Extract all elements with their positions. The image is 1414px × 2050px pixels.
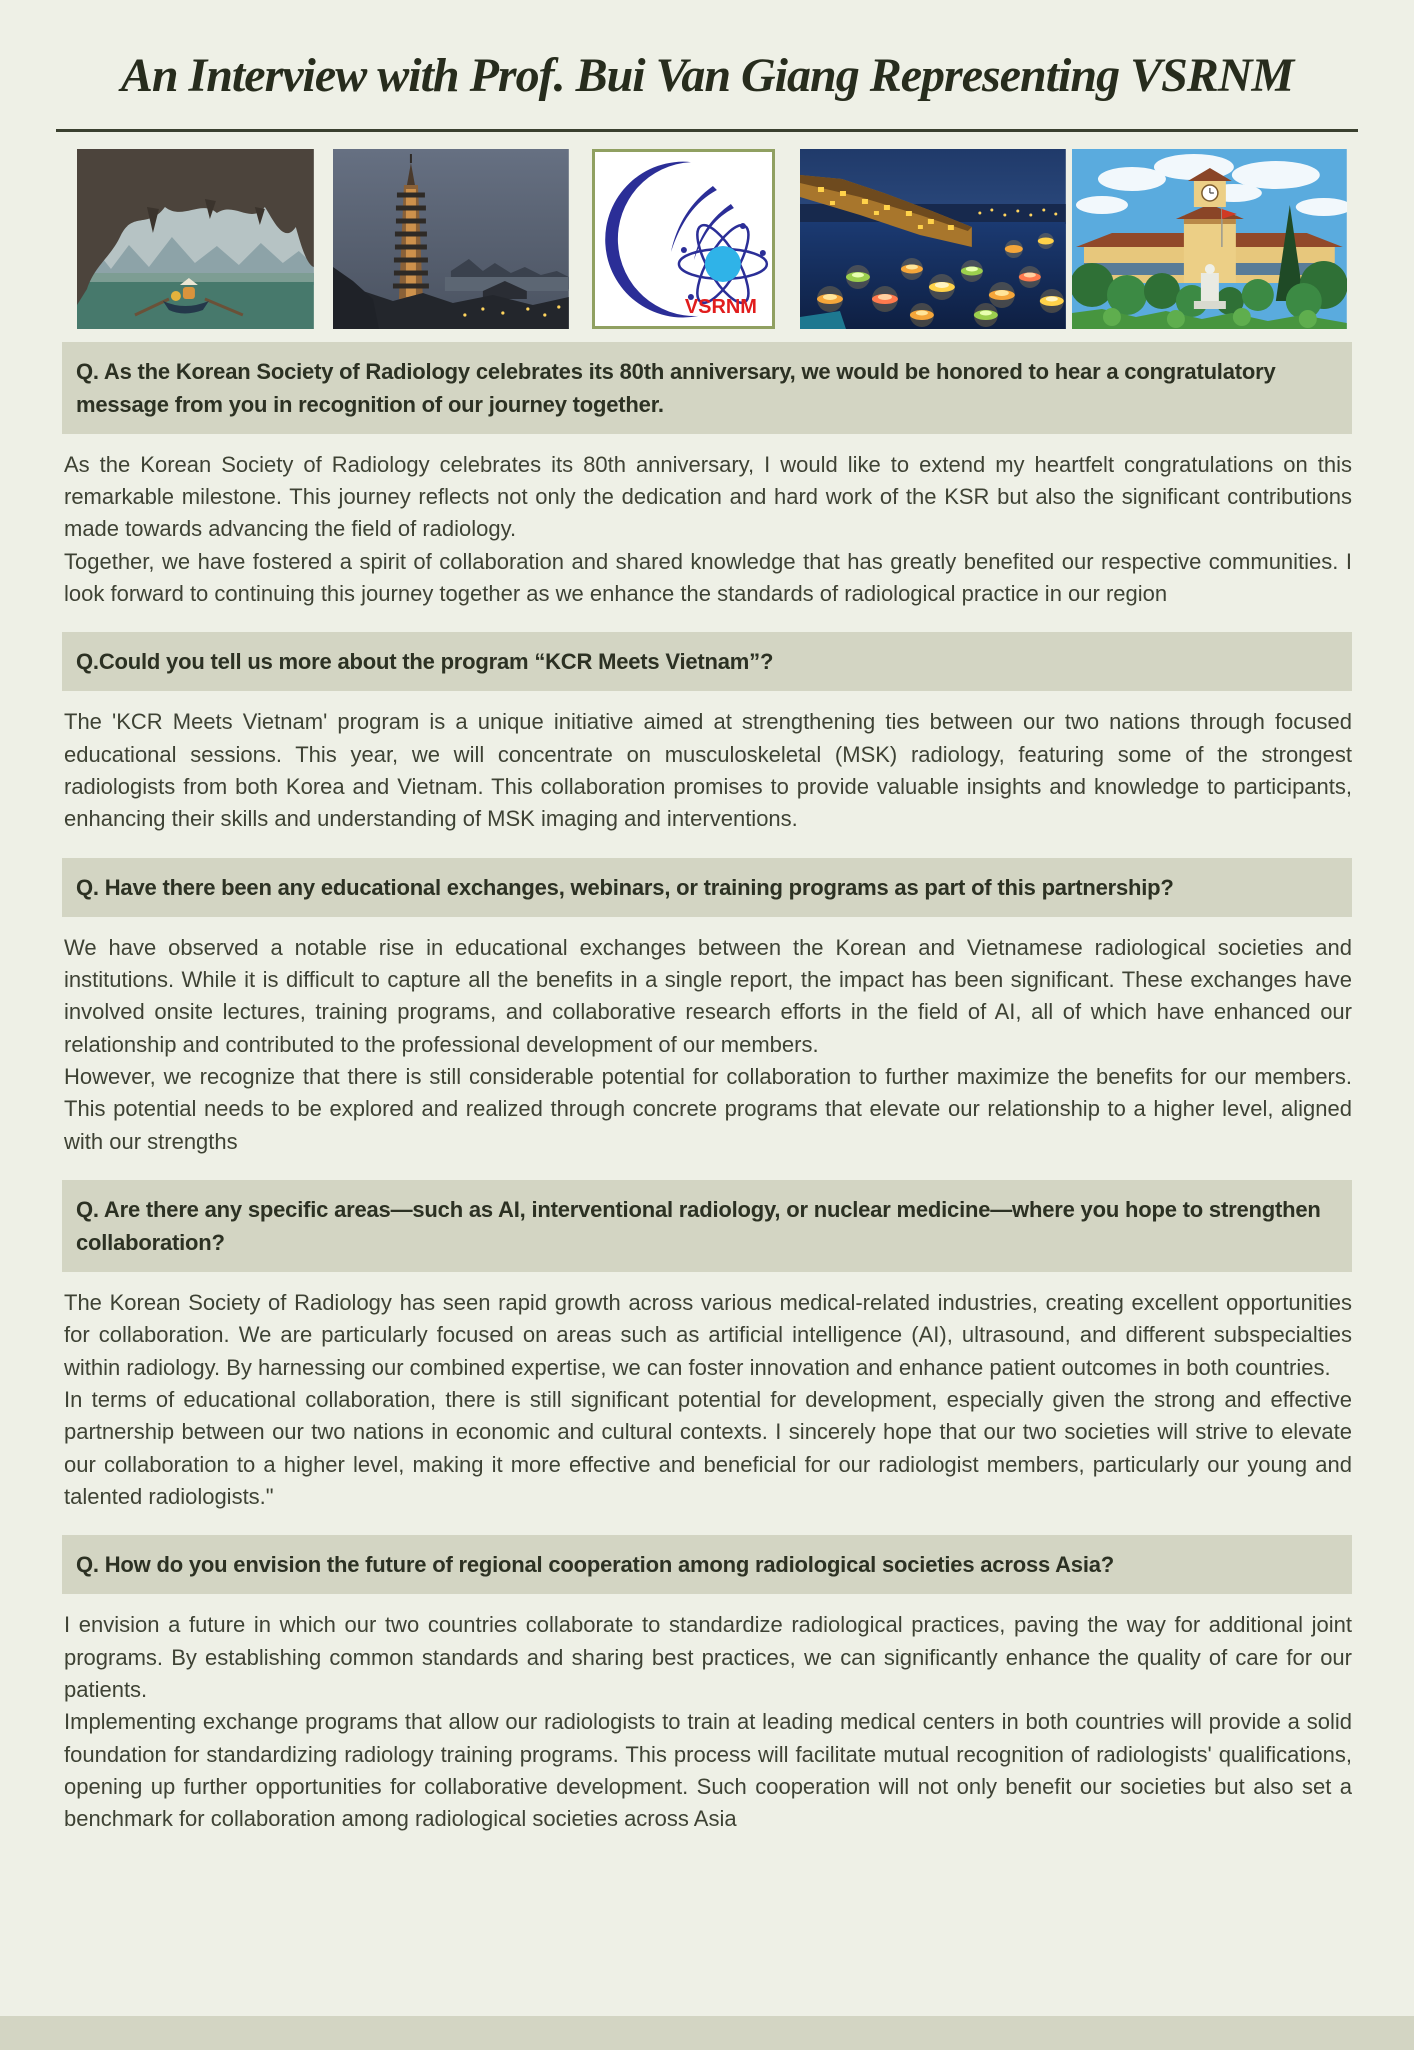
answer-paragraph: I envision a future in which our two countries collaborate to standardize radiological practices, paving the way for additional joint programs. By establishing common standards and sharing best practices, we can significantly enhance the quality of care for our patients. (64, 1612, 1352, 1702)
qa-block (0, 342, 1414, 611)
pagoda-dusk-photo (333, 149, 569, 329)
vsrnm-logo-text: VSRNM (684, 295, 757, 318)
halong-bay-cave-illustration (77, 149, 314, 329)
qa-block (0, 858, 1414, 1158)
answer-paragraph: We have observed a notable rise in educational exchanges between the Korean and Vietnamese radiological societies and institutions. While it is difficult to capture all the benefits in a single report, the impact has been significant. These exchanges have involved onsite lectures, training programs, and collaborative research efforts in the field of AI, all of which have enhanced our relationship and contributed to the professional development of our members. (64, 934, 1352, 1057)
title-divider (56, 129, 1358, 132)
vsrnm-logo (592, 149, 776, 329)
qa-list (0, 342, 1414, 1836)
answer-text (64, 932, 1352, 1158)
question-header: Q. As the Korean Society of Radiology celebrates its 80th anniversary, we would be honored to hear a congratulatory message from you in recognition of our journey together. (62, 342, 1352, 434)
answer-paragraph: However, we recognize that there is still considerable potential for collaboration to further maximize the benefits for our members. This potential needs to be explored and realized through concrete programs that elevate our relationship to a higher level, aligned with our strengths (64, 1064, 1352, 1154)
answer-paragraph: Implementing exchange programs that allow our radiologists to train at leading medical centers in both countries will provide a solid foundation for standardizing radiology training programs. This process will facilitate mutual recognition of radiologists' qualifications, opening up further opportunities for collaborative development. Such cooperation will not only benefit our societies but also set a benchmark for collaboration among radiological societies across Asia (64, 1709, 1352, 1832)
footer-strip (0, 2016, 1414, 2050)
qa-block (0, 1180, 1414, 1513)
answer-paragraph: Together, we have fostered a spirit of collaboration and shared knowledge that has greatly benefited our respective communities. I look forward to continuing this journey together as we enhance the standards of radiological practice in our region (64, 548, 1352, 607)
pagoda-dusk-illustration (333, 149, 569, 329)
qa-block (0, 1535, 1414, 1835)
vsrnm-logo-illustration (595, 152, 773, 326)
page-title: An Interview with Prof. Bui Van Giang Representing VSRNM (120, 49, 1294, 102)
hoi-an-lantern-boats-photo (800, 149, 1066, 329)
temple-building-illustration (1072, 149, 1347, 329)
answer-paragraph: The 'KCR Meets Vietnam' program is a unique initiative aimed at strengthening ties between our two nations through focused educational sessions. This year, we will concentrate on musculoskeletal (MSK) radiology, featuring some of the strongest radiologists from both Korea and Vietnam. This collaboration promises to provide valuable insights and knowledge to participants, enhancing their skills and understanding of MSK imaging and interventions. (64, 709, 1352, 832)
answer-paragraph: In terms of educational collaboration, there is still significant potential for development, especially given the strong and effective partnership between our two nations in economic and cultural contexts. I sincerely hope that our two societies will strive to elevate our collaboration to a higher level, making it more effective and beneficial for our radiologist members, particularly our young and talented radiologists." (64, 1387, 1352, 1510)
question-header: Q.Could you tell us more about the program “KCR Meets Vietnam”? (62, 632, 1352, 691)
interview-page (0, 50, 1414, 1836)
answer-paragraph: The Korean Society of Radiology has seen rapid growth across various medical-related industries, creating excellent opportunities for collaboration. We are particularly focused on areas such as artificial intelligence (AI), ultrasound, and different subspecialties within radiology. By harnessing our combined expertise, we can foster innovation and enhance patient outcomes in both countries. (64, 1290, 1352, 1380)
answer-text (64, 706, 1352, 835)
photo-gallery (77, 149, 1347, 329)
answer-text (64, 1287, 1352, 1513)
qa-block (0, 632, 1414, 835)
halong-bay-cave-photo (77, 149, 314, 329)
question-header: Q. Have there been any educational exchanges, webinars, or training programs as part of this partnership? (62, 858, 1352, 917)
question-header: Q. Are there any specific areas—such as AI, interventional radiology, or nuclear medicine—where you hope to strengthen collaboration? (62, 1180, 1352, 1272)
answer-text (64, 1609, 1352, 1835)
hoi-an-night-illustration (800, 149, 1066, 329)
temple-clock-tower-photo (1072, 149, 1347, 329)
answer-paragraph: As the Korean Society of Radiology celebrates its 80th anniversary, I would like to extend my heartfelt congratulations on this remarkable milestone. This journey reflects not only the dedication and hard work of the KSR but also the significant contributions made towards advancing the field of radiology. (64, 451, 1352, 542)
answer-text (64, 449, 1352, 611)
question-header: Q. How do you envision the future of regional cooperation among radiological societies across Asia? (62, 1535, 1352, 1594)
